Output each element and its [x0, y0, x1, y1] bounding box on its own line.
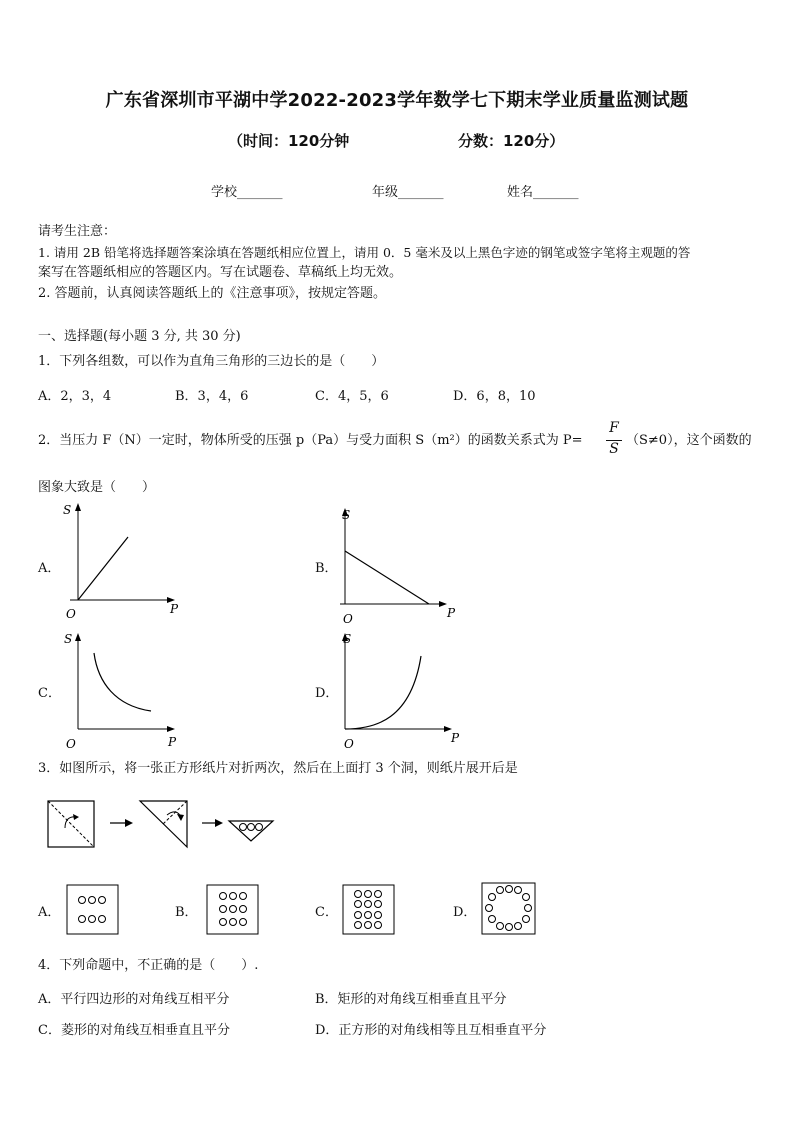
q2-graph-a: [58, 500, 188, 625]
notice-line-1a: 1. 请用 2B 铅笔将选择题答案涂填在答题纸相应位置上，请用 0．5 毫米及以上黑色字迹的钢笔或签字笔将主观题的答: [38, 245, 691, 260]
q2-stem-c: 图象大致是（ ）: [38, 480, 156, 495]
q2-graph-b: [335, 505, 465, 630]
q4-stem: 4．下列命题中，不正确的是（ ）.: [38, 958, 259, 973]
q3-label-a: A．: [38, 905, 61, 920]
q3-option-a-figure: [66, 884, 120, 936]
q2-label-b: B．: [315, 561, 338, 576]
exam-score: 分数：120分）: [458, 132, 565, 150]
q2-graph-c-y-label: S: [64, 632, 73, 646]
q3-folding-diagram: [45, 798, 280, 853]
name-field: 姓名_______: [507, 185, 579, 200]
grade-field: 年级_______: [372, 185, 444, 200]
q2-graph-d-x-label: P: [451, 731, 460, 745]
q3-option-b-figure: [206, 884, 260, 936]
exam-time: （时间：120分钟: [228, 132, 350, 150]
q2-label-c: C．: [38, 686, 61, 701]
q2-graph-b-curve: [345, 551, 429, 604]
q1-option-c: C．4，5，6: [315, 389, 389, 404]
q1-stem: 1．下列各组数，可以作为直角三角形的三边长的是（ ）: [38, 354, 385, 369]
q4-option-a: A．平行四边形的对角线互相平分: [38, 992, 230, 1007]
q3-label-c: C．: [315, 905, 338, 920]
school-field: 学校_______: [211, 185, 283, 200]
q2-graph-c-x-label: P: [168, 735, 177, 749]
q2-frac-denominator: S: [609, 441, 619, 457]
q4-option-d: D．正方形的对角线相等且互相垂直平分: [315, 1023, 547, 1038]
q2-stem-b: （S≠0），这个函数的: [626, 433, 752, 448]
q2-graph-c-origin: O: [66, 737, 76, 751]
q3-stem: 3．如图所示，将一张正方形纸片对折两次，然后在上面打 3 个洞，则纸片展开后是: [38, 761, 518, 776]
q2-graph-a-curve: [78, 537, 128, 600]
q4-option-c: C．菱形的对角线互相垂直且平分: [38, 1023, 230, 1038]
notice-heading: 请考生注意：: [38, 224, 117, 239]
q3-option-c-figure: [342, 884, 396, 936]
q1-option-d: D．6，8，10: [453, 389, 536, 404]
q2-graph-c-curve: [94, 653, 151, 711]
q2-graph-b-x-label: P: [447, 606, 456, 620]
q3-label-b: B．: [175, 905, 198, 920]
q1-option-a: A．2，3，4: [38, 389, 112, 404]
q2-graph-c: [58, 628, 188, 753]
q2-label-a: A．: [38, 561, 61, 576]
exam-title: 广东省深圳市平湖中学2022-2023学年数学七下期末学业质量监测试题: [105, 90, 689, 111]
q2-graph-b-y-label: S: [342, 508, 351, 522]
q4-option-b: B．矩形的对角线互相垂直且平分: [315, 992, 507, 1007]
q2-graph-b-origin: O: [343, 612, 353, 626]
q3-option-d-figure: [481, 882, 537, 936]
q2-stem-a: 2．当压力 F（N）一定时，物体所受的压强 p（Pa）与受力面积 S（m²）的函数关系式为 P=: [38, 433, 583, 448]
q2-label-d: D．: [315, 686, 339, 701]
q2-graph-d-y-label: S: [343, 632, 352, 646]
q2-graph-d-curve: [345, 656, 421, 729]
notice-line-1b: 案写在答题纸相应的答题区内。写在试题卷、草稿纸上均无效。: [38, 265, 403, 280]
q2-graph-d: [335, 628, 465, 753]
q2-graph-d-origin: O: [344, 737, 354, 751]
q2-graph-a-origin: O: [66, 607, 76, 621]
notice-line-2: 2. 答题前，认真阅读答题纸上的《注意事项》，按规定答题。: [38, 286, 387, 301]
q2-frac-numerator: F: [609, 420, 619, 436]
q2-graph-a-x-label: P: [170, 602, 179, 616]
q1-option-b: B．3，4，6: [175, 389, 249, 404]
q2-graph-a-y-label: S: [63, 503, 72, 517]
q3-label-d: D．: [453, 905, 477, 920]
section-heading: 一、选择题(每小题 3 分, 共 30 分): [38, 329, 241, 344]
